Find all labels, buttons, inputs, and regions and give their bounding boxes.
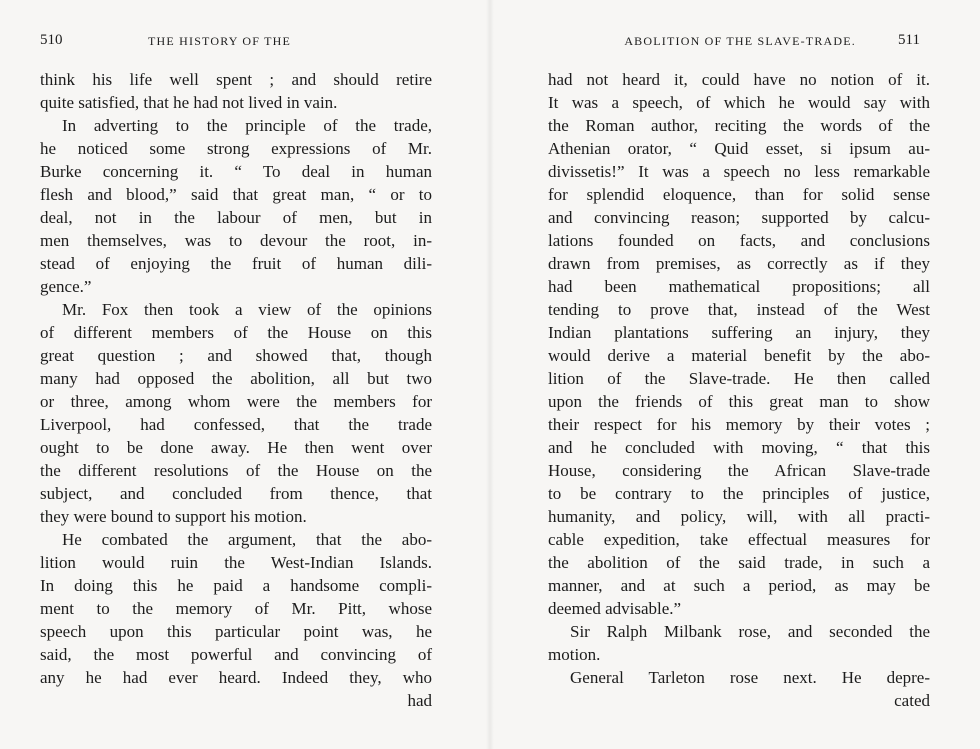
text-line: flesh and blood,” said that great man, “ or to (40, 185, 432, 204)
text-line: the different resolutions of the House on the (40, 461, 432, 480)
text-line: the Roman author, reciting the words of the (548, 116, 930, 135)
text-line: divissetis!” It was a speech no less remarkable (548, 162, 930, 181)
text-line: any he had ever heard. Indeed they, who (40, 668, 432, 687)
text-line: or three, among whom were the members for (40, 392, 432, 411)
text-line: ment to the memory of Mr. Pitt, whose (40, 599, 432, 618)
left-page-text (40, 68, 432, 712)
text-line: In doing this he paid a handsome compli- (40, 576, 432, 595)
text-line: House, considering the African Slave-trade (548, 461, 930, 480)
text-line: It was a speech, of which he would say with (548, 93, 930, 112)
text-line: and he concluded with moving, “ that this (548, 438, 930, 457)
left-page-number: 510 (40, 32, 63, 48)
text-line: Burke concerning it. “ To deal in human (40, 162, 432, 181)
right-page-number: 511 (898, 32, 920, 48)
text-line: their respect for his memory by their votes ; (548, 415, 930, 434)
text-line: subject, and concluded from thence, that (40, 484, 432, 503)
text-line: had not heard it, could have no notion of it. (548, 70, 930, 89)
left-running-title: THE HISTORY OF THE (148, 34, 292, 48)
text-line: quite satisfied, that he had not lived in vain. (40, 93, 338, 112)
right-running-title: ABOLITION OF THE SLAVE-TRADE. (624, 34, 856, 48)
text-line: speech upon this particular point was, he (40, 622, 432, 641)
text-line: Sir Ralph Milbank rose, and seconded the (570, 622, 930, 641)
text-line: he noticed some strong expressions of Mr. (40, 139, 432, 158)
text-line: Indian plantations suffering an injury, they (548, 323, 930, 342)
right-page-text (548, 68, 930, 712)
text-line: General Tarleton rose next. He depre- (570, 668, 930, 687)
text-line: lition of the Slave-trade. He then called (548, 369, 930, 388)
text-line: gence.” (40, 277, 92, 296)
left-running-head (40, 34, 430, 54)
text-line: had been mathematical propositions; all (548, 277, 930, 296)
text-line: upon the friends of this great man to show (548, 392, 930, 411)
text-line: In adverting to the principle of the trade, (62, 116, 432, 135)
text-line: and convincing reason; supported by calcu- (548, 208, 930, 227)
text-line: said, the most powerful and convincing of (40, 645, 432, 664)
text-line: ought to be done away. He then went over (40, 438, 432, 457)
text-line: manner, and at such a period, as may be (548, 576, 930, 595)
text-line: Liverpool, had confessed, that the trade (40, 415, 432, 434)
text-line: many had opposed the abolition, all but two (40, 369, 432, 388)
text-line: motion. (548, 645, 601, 664)
text-line: for splendid eloquence, than for solid sense (548, 185, 930, 204)
text-line: would derive a material benefit by the abo- (548, 346, 930, 365)
text-line: tending to prove that, instead of the West (548, 300, 930, 319)
text-line: Mr. Fox then took a view of the opinions (62, 300, 432, 319)
text-line: lition would ruin the West-Indian Islands. (40, 553, 432, 572)
text-line: the abolition of the said trade, in such a (548, 553, 930, 572)
text-line: Athenian orator, “ Quid esset, si ipsum au- (548, 139, 930, 158)
text-line: great question ; and showed that, though (40, 346, 432, 365)
text-line: drawn from premises, as correctly as if they (548, 254, 930, 273)
text-line: of different members of the House on this (40, 323, 432, 342)
text-line: He combated the argument, that the abo- (62, 530, 432, 549)
text-line: to be contrary to the principles of justice, (548, 484, 930, 503)
right-running-head (550, 34, 920, 54)
text-line: lations founded on facts, and conclusions (548, 231, 930, 250)
right-page (490, 0, 980, 749)
text-line: men themselves, was to devour the root, in- (40, 231, 432, 250)
text-line: deemed advisable.” (548, 599, 682, 618)
text-line: they were bound to support his motion. (40, 507, 307, 526)
text-line: deal, not in the labour of men, but in (40, 208, 432, 227)
text-line: think his life well spent ; and should retire (40, 70, 432, 89)
text-line: stead of enjoying the fruit of human dili- (40, 254, 432, 273)
text-line: had (407, 691, 432, 710)
text-line: cated (894, 691, 930, 710)
text-line: cable expedition, take effectual measures for (548, 530, 930, 549)
text-line: humanity, and policy, will, with all practi- (548, 507, 930, 526)
